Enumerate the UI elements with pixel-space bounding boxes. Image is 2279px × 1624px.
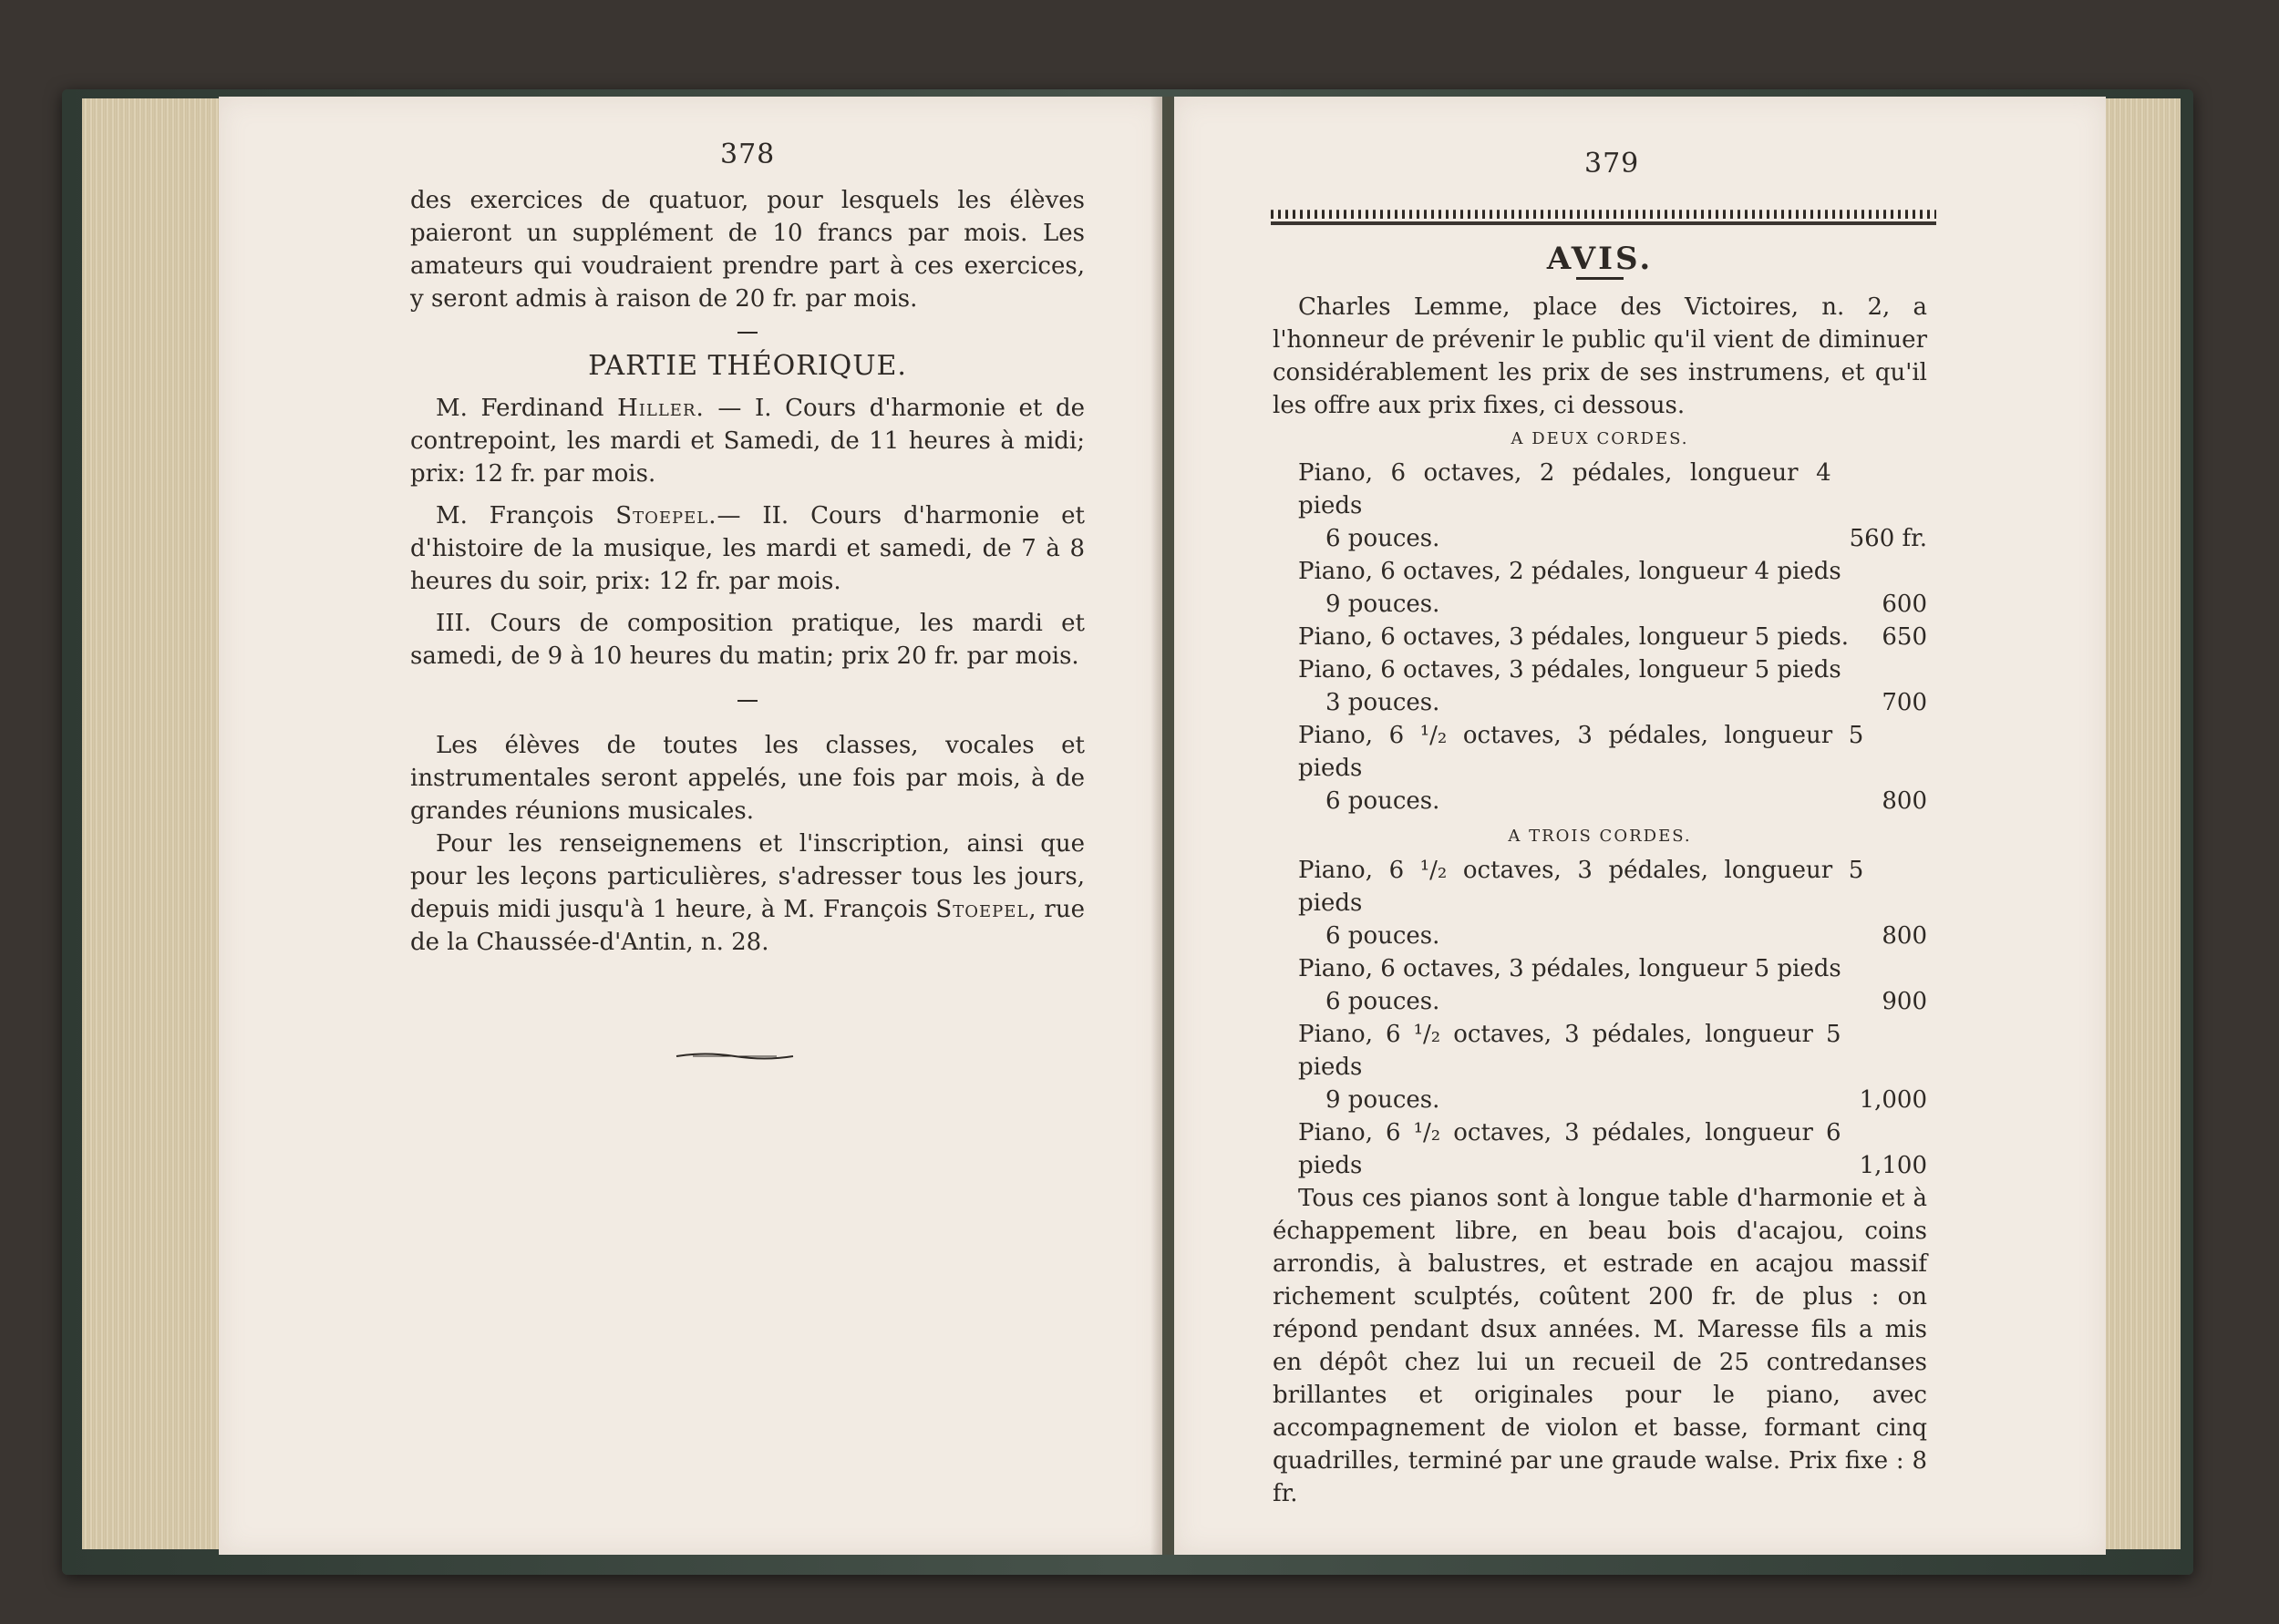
section-heading: PARTIE THÉORIQUE. bbox=[588, 350, 907, 382]
hiller-text: — I. Cours d'harmonie et de contrepoint, les mardi et Samedi, de 11 heures à midi; prix: 12 fr. par mois. bbox=[410, 395, 1085, 488]
price-item-description bbox=[1273, 1018, 1841, 1116]
stoepel-text: — II. Cours d'harmonie et d'histoire de la musique, les mardi et samedi, de 7 à 8 heures du soir, prix: 12 fr. par mois. bbox=[410, 502, 1085, 595]
price-item-line2: 6 pouces. bbox=[1325, 922, 1440, 950]
subheading-trois-cordes: A TROIS CORDES. bbox=[1508, 827, 1692, 846]
title-underline bbox=[1576, 277, 1624, 280]
price-item bbox=[1273, 555, 1927, 621]
price-item-description bbox=[1273, 1116, 1841, 1182]
price-item-line2: 6 pouces. bbox=[1325, 525, 1440, 552]
right-page-text bbox=[1273, 235, 1927, 1510]
price-item bbox=[1273, 621, 1927, 653]
price-item-price: 1,000 bbox=[1859, 1086, 1927, 1114]
price-item-line2: 9 pouces. bbox=[1325, 1086, 1440, 1114]
price-item-price: 700 bbox=[1882, 689, 1927, 716]
price-item bbox=[1273, 719, 1927, 817]
decorative-rule-underline bbox=[1271, 221, 1936, 225]
price-item-line2: 9 pouces. bbox=[1325, 591, 1440, 618]
paragraph-intro: Charles Lemme, place des Victoires, n. 2, a l'honneur de prévenir le public qu'il vient de diminuer considérablement les prix de ses instrumens, et qu'il les offre aux prix fixes, ci dessous. bbox=[1273, 293, 1927, 419]
price-item-line1: Piano, 6 ¹/₂ octaves, 3 pédales, longueur 5 pieds bbox=[1298, 722, 1864, 782]
price-item-line2: 6 pouces. bbox=[1325, 988, 1440, 1015]
left-page-text bbox=[410, 184, 1085, 959]
paragraph-quatuor: des exercices de quatuor, pour lesquels les élèves paieront un supplément de 10 francs par mois. Les amateurs qui voudraient prendre part à ces exercices, y seront admis à raison de 20 fr. par mois. bbox=[410, 187, 1085, 313]
paragraph-eleves: Les élèves de toutes les classes, vocales et instrumentales seront appelés, une fois par mois, à de grandes réunions musicales. bbox=[410, 732, 1085, 825]
price-list-deux-cordes bbox=[1273, 457, 1927, 817]
divider bbox=[737, 332, 758, 334]
decorative-rule bbox=[1271, 206, 1936, 219]
renseignemens-text: Pour les renseignemens et l'inscription, ainsi que pour les leçons particulières, s'adresser tous les jours, depuis midi jusqu'à 1 heure, à M. François bbox=[410, 830, 1085, 923]
price-item bbox=[1273, 1116, 1927, 1182]
price-item bbox=[1273, 854, 1927, 952]
price-item bbox=[1273, 653, 1927, 719]
price-item-line1: Piano, 6 octaves, 2 pédales, longueur 4 pieds bbox=[1298, 558, 1841, 585]
price-item-price: 650 bbox=[1882, 623, 1927, 651]
divider bbox=[737, 700, 758, 702]
price-item-description bbox=[1273, 952, 1863, 1018]
price-item-line1: Piano, 6 ¹/₂ octaves, 3 pédales, longueur 5 pieds bbox=[1298, 857, 1864, 917]
price-item-line1: Piano, 6 octaves, 3 pédales, longueur 5 pieds bbox=[1298, 955, 1841, 982]
paragraph-hiller bbox=[410, 392, 1085, 490]
price-item-description bbox=[1273, 555, 1863, 621]
price-item bbox=[1273, 457, 1927, 555]
price-item-description bbox=[1273, 719, 1863, 817]
hiller-prefix: M. Ferdinand bbox=[436, 395, 618, 422]
price-item-price: 800 bbox=[1882, 922, 1927, 950]
stoepel-name: Stoepel. bbox=[615, 502, 717, 529]
price-list-trois-cordes bbox=[1273, 854, 1927, 1182]
price-item-price: 600 bbox=[1882, 591, 1927, 618]
price-item-price: 1,100 bbox=[1859, 1152, 1927, 1179]
price-item-line2: 3 pouces. bbox=[1325, 689, 1440, 716]
price-item-price: 560 fr. bbox=[1849, 525, 1927, 552]
price-item-line1: Piano, 6 ¹/₂ octaves, 3 pédales, longueur 6 pieds bbox=[1298, 1119, 1841, 1179]
renseignemens-name: Stoepel bbox=[935, 896, 1029, 923]
price-item bbox=[1273, 1018, 1927, 1116]
price-item-price: 900 bbox=[1882, 988, 1927, 1015]
price-item-line2: 6 pouces. bbox=[1325, 787, 1440, 815]
page-number: 379 bbox=[1584, 148, 1640, 180]
price-item-description bbox=[1273, 621, 1863, 653]
paragraph-closing: Tous ces pianos sont à longue table d'harmonie et à échappement libre, en beau bois d'acajou, coins arrondis, à balustres, et estrade en acajou massif richement sculptés, coûtent 200 fr. de plus : on répond pendant dsux années. M. Maresse fils a mis en dépôt chez lui un recueil de 25 contredanses brillantes et originales pour le piano, avec accompagnement de violon et basse, formant cinq quadrilles, terminé par une graude walse. Prix fixe : 8 fr. bbox=[1273, 1185, 1927, 1507]
stoepel-prefix: M. François bbox=[436, 502, 616, 529]
right-page bbox=[1174, 97, 2106, 1555]
page-edges-left bbox=[82, 98, 219, 1549]
renseignemens-address: , rue de la Chaussée-d'Antin, n. 28. bbox=[410, 896, 1085, 956]
notice-title: AVIS. bbox=[1546, 241, 1654, 277]
price-item-line1: Piano, 6 octaves, 3 pédales, longueur 5 pieds. bbox=[1298, 623, 1850, 651]
price-item-line1: Piano, 6 octaves, 3 pédales, longueur 5 pieds bbox=[1298, 656, 1841, 684]
hiller-name: Hiller. bbox=[617, 395, 705, 422]
paragraph-composition: III. Cours de composition pratique, les mardi et samedi, de 9 à 10 heures du matin; prix 20 fr. par mois. bbox=[410, 610, 1085, 670]
ornament-divider bbox=[675, 1052, 795, 1061]
price-item-line1: Piano, 6 ¹/₂ octaves, 3 pédales, longueur 5 pieds bbox=[1298, 1021, 1841, 1081]
price-item-description bbox=[1273, 653, 1863, 719]
price-item-description bbox=[1273, 854, 1863, 952]
left-page bbox=[219, 97, 1162, 1555]
price-item-description bbox=[1273, 457, 1831, 555]
price-item bbox=[1273, 952, 1927, 1018]
subheading-deux-cordes: A DEUX CORDES. bbox=[1511, 429, 1689, 448]
page-number: 378 bbox=[720, 139, 776, 170]
price-item-line1: Piano, 6 octaves, 2 pédales, longueur 4 pieds bbox=[1298, 459, 1831, 519]
price-item-price: 800 bbox=[1882, 787, 1927, 815]
paragraph-stoepel bbox=[410, 499, 1085, 598]
paragraph-renseignemens bbox=[410, 827, 1085, 959]
